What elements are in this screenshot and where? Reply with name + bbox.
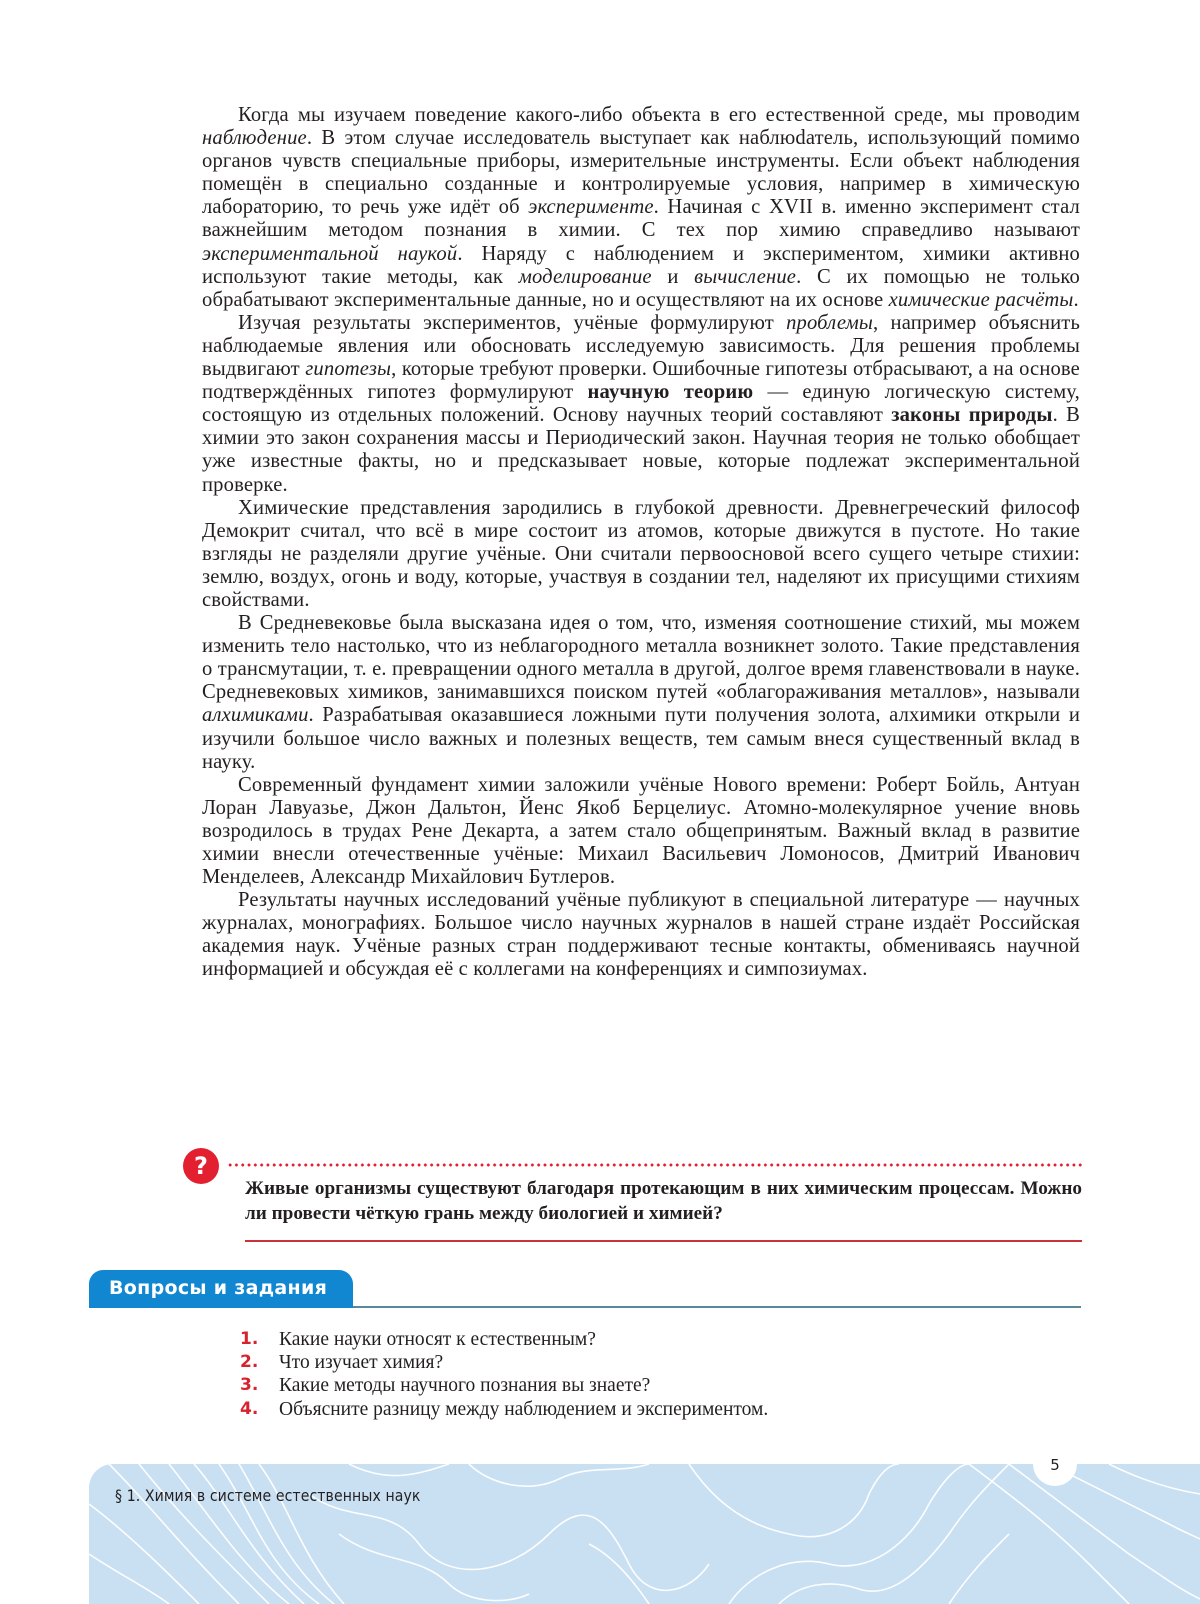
text-run: — единую логическую систему, состоящую из отдельных положений. Основу научных теорий составляют xyxy=(202,381,1080,427)
questions-list xyxy=(240,1328,768,1421)
text-run: В Средневековье была высказана идея о том, что, изменяя соотношение стихий, мы можем изменить тело настолько, что из неблагородного металла возникнет золото. Такие представления о трансмутации, т. е. превращении одного металла в другой, долгое время главенствовали в науке. Средневековых химиков, занимавшихся поиском путей «облагораживания металлов», называли xyxy=(202,612,1080,704)
paragraph-2 xyxy=(202,312,1080,497)
dotted-divider xyxy=(227,1163,1082,1167)
chapter-section-title: § 1. Химия в системе естественных наук xyxy=(115,1486,421,1505)
questions-section-title: Вопросы и задания xyxy=(89,1270,353,1308)
question-number: 4. xyxy=(240,1398,259,1419)
contour-lines-pattern xyxy=(89,1464,1200,1604)
text-run: Когда мы изучаем поведение какого-либо объекта в его естественной среде, мы проводим xyxy=(238,104,1080,126)
term-modeling: моделирование xyxy=(518,265,652,288)
paragraph-6: Результаты научных исследований учёные публикуют в специальной литературе — научных журналах, монографиях. Большое число научных журналов в нашей стране издаёт Российская академия наук. Учёные разных стран поддерживают тесные контакты, обмениваясь научной информацией и обсуждая её с коллегами на конференциях и симпозиумах. xyxy=(202,889,1080,981)
text-run: . Разрабатывая оказавшиеся ложными пути получения золота, алхимики открыли и изучили большое число важных и полезных веществ, тем самым внеся существенный вклад в науку. xyxy=(202,704,1080,773)
text-run: Изучая результаты экспериментов, учёные формулируют xyxy=(238,311,787,334)
term-hypotheses: гипотезы xyxy=(305,358,392,381)
text-run: . С их помощью не только обрабатывают экспериментальные данные, но и осуществляют на их основе xyxy=(202,265,1080,311)
question-text: Какие методы научного познания вы знаете? xyxy=(279,1375,651,1397)
page-footer xyxy=(89,1464,1200,1604)
term-experimental-science: экспериментальной наукой xyxy=(202,242,458,265)
text-run: . В химии это закон сохранения массы и Периодический закон. Научная теория не только обобщает уже известные факты, но и предсказывает новые, которые подлежат экспериментальной проверке. xyxy=(202,404,1080,496)
text-run: и xyxy=(651,265,695,288)
questions-section-header xyxy=(89,1270,1081,1308)
question-item xyxy=(240,1374,768,1397)
main-text xyxy=(202,104,1080,982)
term-alchemists: алхимиками xyxy=(202,704,309,727)
term-problems: проблемы xyxy=(786,311,873,334)
text-run: , например объяснить наблюдаемые явления или обосновать исследуемую зависимость. Для решения проблемы выдвигают xyxy=(202,311,1080,381)
question-text: Что изучает химия? xyxy=(279,1352,444,1374)
question-number: 3. xyxy=(240,1375,259,1396)
text-run: . Начиная с XVII в. именно эксперимент стал важнейшим методом познания в химии. С тех пор химию справедливо называют xyxy=(202,196,1080,242)
section-header-rule xyxy=(353,1306,1081,1308)
term-calculation: вычисление xyxy=(694,265,797,288)
discussion-question-text: Живые организмы существуют благодаря протекающим в них химическим процессам. Можно ли провести чёткую грань между биологией и химией? xyxy=(245,1178,1082,1224)
question-bottom-rule xyxy=(245,1240,1082,1242)
question-item xyxy=(240,1398,768,1421)
page-number: 5 xyxy=(1050,1456,1060,1474)
paragraph-4 xyxy=(202,612,1080,774)
question-text: Объясните разницу между наблюдением и экспериментом. xyxy=(279,1398,769,1420)
text-run: . Наряду с наблюдением и экспериментом, химики активно используют такие методы, как xyxy=(202,242,1080,288)
question-item xyxy=(240,1328,768,1351)
question-item xyxy=(240,1351,768,1374)
term-scientific-theory: научную теорию xyxy=(587,381,754,404)
term-observation: наблюдение xyxy=(202,127,307,150)
term-experiment: эксперименте xyxy=(528,196,654,219)
paragraph-3: Химические представления зародились в глубокой древности. Древнегреческий философ Демокрит считал, что всё в мире состоит из атомов, которые движутся в пустоте. Но такие взгляды не разделяли другие учёные. Они считали первоосновой всего сущего четыре стихии: землю, воздух, огонь и воду, которые, участвуя в создании тел, наделяют их присущими стихиям свойствами. xyxy=(202,496,1080,611)
paragraph-5: Современный фундамент химии заложили учёные Нового времени: Роберт Бойль, Антуан Лоран Лавуазье, Джон Дальтон, Йенс Якоб Берцелиус. Атомно-молекулярное учение вновь возродилось в трудах Рене Декарта, а затем стало общепринятым. Важный вклад в развитие химии внесли отечественные учёные: Михаил Васильевич Ломоносов, Дмитрий Иванович Менделеев, Александр Михайлович Бутлеров. xyxy=(202,773,1080,889)
question-number: 2. xyxy=(240,1352,259,1373)
paragraph-1 xyxy=(202,104,1080,312)
question-mark-icon: ? xyxy=(183,1148,219,1184)
text-run: , которые требуют проверки. Ошибочные гипотезы отбрасывают, а на основе подтверждённых гипотез формулируют xyxy=(202,358,1080,404)
term-laws-of-nature: законы природы xyxy=(891,404,1053,427)
text-run: . xyxy=(1073,288,1079,311)
question-number: 1. xyxy=(240,1329,259,1349)
question-text: Какие науки относят к естественным? xyxy=(279,1329,596,1350)
text-run: . В этом случае исследователь выступает как наблюdатель, использующий помимо органов чувств специальные приборы, измерительные инструменты. Если объект наблюдения помещён в специально созданные и контролируемые условия, например в химическую лабораторию, то речь уже идёт об xyxy=(202,127,1080,219)
page-number-badge xyxy=(1033,1438,1077,1486)
discussion-question-box xyxy=(183,1148,1083,1248)
term-chemical-calculations: химические расчёты xyxy=(888,288,1074,311)
